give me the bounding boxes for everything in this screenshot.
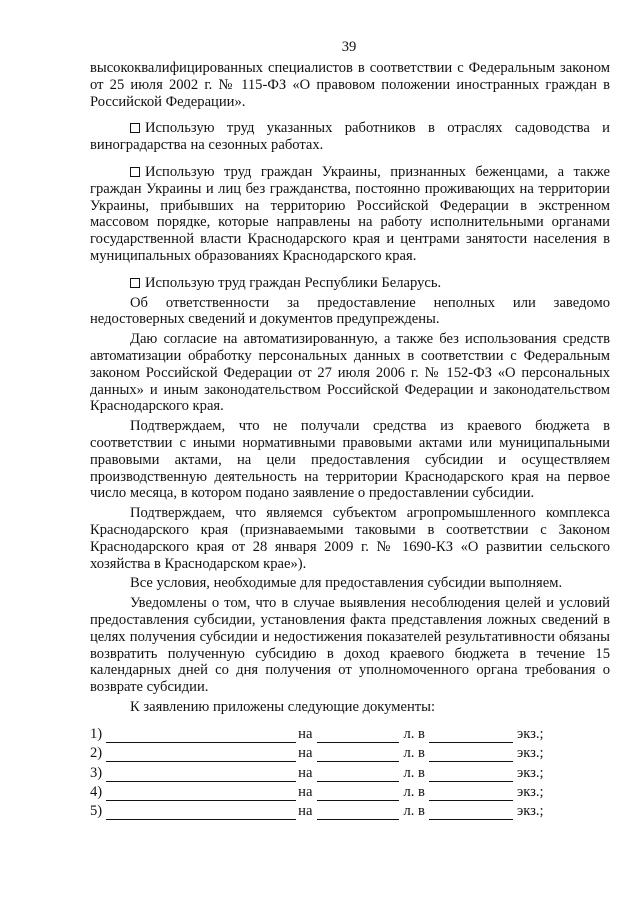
option-ukraine-refugees-text: Использую труд граждан Украины, признанных беженцами, а также граждан Украины и лиц без гражданства, постоянно проживающих на территории Украины, прибывших на территорию Российской Федерации в экстренном массовом порядке, которые направлены на работу исполнительными органами государственной власти Краснодарского края и центрами занятости населения в муниципальных образованиях Краснодарского края.	[90, 163, 610, 264]
na-label: на	[298, 726, 313, 743]
copies-label: экз.;	[516, 764, 544, 781]
row-number: 2)	[90, 745, 103, 762]
sheets-label: л. в	[403, 784, 425, 801]
paragraph-conditions: Все условия, необходимые для предоставления субсидии выполняем.	[130, 575, 563, 592]
na-label: на	[298, 764, 313, 781]
copies-label: экз.;	[516, 745, 544, 762]
sheets-label: л. в	[403, 803, 425, 820]
sheets-count-field[interactable]	[317, 806, 399, 820]
option-seasonal-work	[90, 120, 610, 154]
checkbox-icon[interactable]	[130, 278, 140, 288]
copies-label: экз.;	[516, 784, 544, 801]
na-label: на	[298, 784, 313, 801]
document-name-field[interactable]	[106, 806, 296, 820]
paragraph-consent: Даю согласие на автоматизированную, а также без использования средств автоматизации обработку персональных данных в соответствии с Федеральным законом Российской Федерации от 27 июля 2006 г. № 152-ФЗ «О персональных данных» и иным законодательством Российской Федерации и законодательством Краснодарского края.	[90, 331, 610, 415]
option-ukraine-refugees	[90, 164, 610, 265]
sheets-count-field[interactable]	[317, 787, 399, 801]
document-name-field[interactable]	[106, 729, 296, 743]
attachment-row	[90, 782, 610, 801]
sheets-count-field[interactable]	[317, 729, 399, 743]
copies-count-field[interactable]	[429, 768, 513, 782]
document-name-field[interactable]	[106, 748, 296, 762]
document-name-field[interactable]	[106, 768, 296, 782]
row-number: 1)	[90, 726, 103, 743]
row-number: 4)	[90, 784, 103, 801]
attachment-row	[90, 743, 610, 762]
copies-count-field[interactable]	[429, 748, 513, 762]
attachment-row	[90, 724, 610, 743]
paragraph-confirm-funds: Подтверждаем, что не получали средства из краевого бюджета в соответствии с иными нормативными правовыми актами или муниципальными правовыми актами, на цели предоставления субсидии и осуществляем производственную деятельность на территории Краснодарского края на первое число месяца, в котором подано заявление о предоставлении субсидии.	[90, 418, 610, 502]
row-number: 5)	[90, 803, 103, 820]
option-seasonal-work-text: Использую труд указанных работников в отраслях садоводства и виноградарства на сезонных работах.	[90, 120, 610, 154]
copies-label: экз.;	[516, 726, 544, 743]
copies-count-field[interactable]	[429, 806, 513, 820]
paragraph-confirm-subject: Подтверждаем, что являемся субъектом агропромышленного комплекса Краснодарского края (признаваемыми таковыми в соответствии с Законом Краснодарского края от 28 января 2009 г. № 1690-КЗ «О развитии сельского хозяйства в Краснодарском крае»).	[90, 505, 610, 572]
document-name-field[interactable]	[106, 787, 296, 801]
na-label: на	[298, 803, 313, 820]
sheets-count-field[interactable]	[317, 768, 399, 782]
attachments-list	[90, 724, 610, 820]
page-number: 39	[341, 39, 357, 55]
checkbox-icon[interactable]	[130, 167, 140, 177]
sheets-label: л. в	[403, 745, 425, 762]
copies-count-field[interactable]	[429, 787, 513, 801]
option-belarus	[90, 275, 610, 292]
sheets-count-field[interactable]	[317, 748, 399, 762]
paragraph-notified: Уведомлены о том, что в случае выявления несоблюдения целей и условий предоставления субсидии, установления факта представления ложных сведений в целях получения субсидии и недостижения показателей результативности обязаны возвратить полученную субсидию в доход краевого бюджета в течение 15 календарных дней со дня получения от уполномоченного органа требования о возврате субсидии.	[90, 595, 610, 696]
sheets-label: л. в	[403, 726, 425, 743]
copies-label: экз.;	[516, 803, 544, 820]
sheets-label: л. в	[403, 764, 425, 781]
document-page	[90, 38, 610, 820]
paragraph-attachments: К заявлению приложены следующие документы:	[130, 698, 436, 715]
checkbox-icon[interactable]	[130, 123, 140, 133]
attachment-row	[90, 801, 610, 820]
paragraph-intro: высококвалифицированных специалистов в соответствии с Федеральным законом от 25 июля 2002 г. № 115-ФЗ «О правовом положении иностранных граждан в Российской Федерации».	[90, 60, 610, 110]
paragraph-responsibility: Об ответственности за предоставление неполных или заведомо недостоверных сведений и документов предупреждены.	[90, 294, 610, 328]
attachment-row	[90, 762, 610, 781]
option-belarus-text: Использую труд граждан Республики Беларусь.	[145, 274, 442, 291]
copies-count-field[interactable]	[429, 729, 513, 743]
row-number: 3)	[90, 764, 103, 781]
na-label: на	[298, 745, 313, 762]
